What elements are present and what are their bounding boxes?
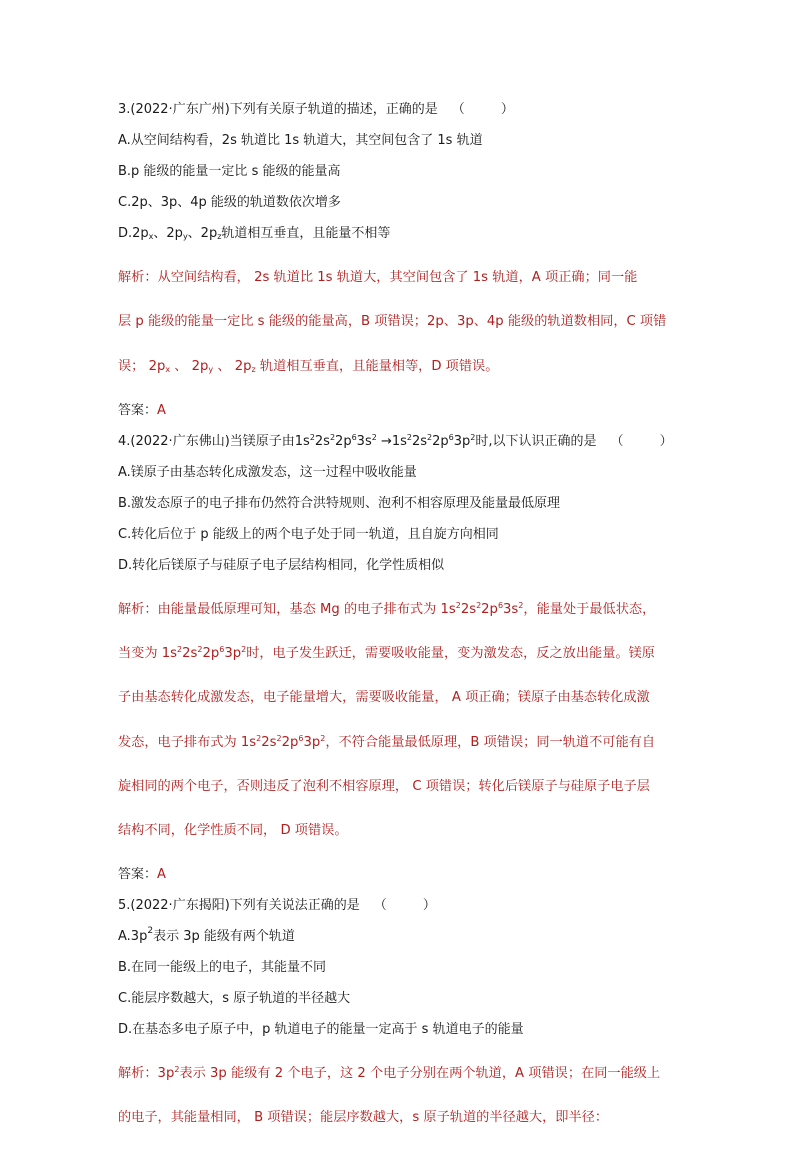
subscript-y: y	[208, 364, 214, 374]
formula-3p2	[130, 926, 154, 945]
document-page	[118, 100, 688, 1153]
superscript: 2	[320, 733, 326, 743]
orbital: 3p	[224, 646, 242, 662]
q4-explanation-line-6: 结构不同，化学性质不同， D 项错误。	[118, 822, 348, 838]
q3-answer	[118, 401, 688, 432]
superscript: 2	[309, 432, 315, 442]
q5-a-part: 表示 3p 能级有两个轨道	[153, 929, 295, 945]
superscript: 2	[455, 600, 461, 610]
q4-stem-part: 时,以下认识正确的是	[475, 433, 597, 449]
question-4-stem	[118, 432, 688, 463]
superscript: 2	[476, 600, 482, 610]
q4-explanation-line-1	[118, 600, 688, 631]
superscript: 2	[276, 733, 282, 743]
q4-exp-part: 当变为 1s	[118, 646, 178, 662]
superscript: 6	[219, 645, 225, 655]
orbital: 2p	[202, 646, 220, 662]
q4-option-d: D.转化后镁原子与硅原子电子层结构相同，化学性质相似	[118, 557, 445, 573]
q3-explanation-line-1: 解析：从空间结构看， 2s 轨道比 1s 轨道大，其空间包含了 1s 轨道，A 项正确；同一能	[118, 270, 638, 286]
answer-label: 答案：	[118, 867, 158, 883]
orbital: 2s	[261, 734, 277, 750]
orbital: 2p	[281, 734, 299, 750]
q4-answer	[118, 865, 688, 896]
q3-exp-part: 轨道相互垂直，且能量相等，D 项错误。	[255, 358, 499, 374]
q4-exp-part: ，不符合能量最低原理，B 项错误；同一轨道不可能有自	[325, 734, 656, 750]
arrow: →1s	[376, 433, 407, 449]
q3-explanation-line-3	[118, 357, 688, 388]
orbital: 2p	[481, 601, 498, 617]
answer-parentheses: （ ）	[373, 898, 452, 914]
superscript: 2	[241, 645, 247, 655]
orbital: 2p	[432, 433, 449, 449]
orbital: 2s	[411, 433, 428, 449]
q3-d-part: 轨道相互垂直，且能量不相等	[221, 226, 391, 241]
subscript-y: y	[182, 232, 188, 241]
q4-explanation-line-4	[118, 733, 688, 764]
superscript: 6	[448, 432, 454, 442]
orbital: 2s	[314, 433, 330, 449]
superscript: 2	[371, 432, 377, 442]
q5-explanation-line-2: 的电子，其能量相同， B 项错误；能层序数越大，s 原子轨道的半径越大，即半径：	[118, 1110, 609, 1126]
q5-option-d: D.在基态多电子原子中，p 轨道电子的能量一定高于 s 轨道电子的能量	[118, 1022, 524, 1038]
question-5-text: 5.(2022·广东揭阳)下列有关说法正确的是	[118, 898, 360, 914]
q5-exp-part: 解析：3p	[118, 1066, 175, 1082]
superscript: 6	[351, 432, 357, 442]
superscript: 2	[174, 1065, 180, 1075]
q4-option-b: B.激发态原子的电子排布仍然符合洪特规则、泡利不相容原理及能量最低原理	[118, 495, 561, 511]
superscript: 2	[147, 926, 154, 937]
q3-d-part: D.2p	[118, 226, 149, 241]
q4-explanation-line-3: 子由基态转化成激发态，电子能量增大，需要吸收能量， A 项正确；镁原子由基态转化成激	[118, 690, 650, 706]
answer-value: A	[157, 402, 166, 418]
q4-explanation-line-2	[118, 644, 688, 675]
q3-exp-part: 误； 2p	[118, 358, 166, 374]
q4-exp-part: 解析：由能量最低原理可知，基态 Mg 的电子排布式为 1s	[118, 601, 456, 617]
superscript: 6	[497, 600, 504, 610]
q3-d-part: 、2p	[187, 226, 218, 241]
answer-parentheses: （ ）	[451, 102, 530, 117]
q5-option-a	[118, 927, 688, 958]
orbital: 3s	[503, 601, 519, 617]
subscript-x: x	[148, 232, 154, 241]
superscript: 2	[518, 600, 524, 610]
question-5-stem	[118, 896, 688, 927]
q3-option-c: C.2p、3p、4p 能级的轨道数依次增多	[118, 195, 341, 210]
q3-option-a: A.从空间结构看，2s 轨道比 1s 轨道大，其空间包含了 1s 轨道	[118, 133, 483, 148]
q3-option-b: B.p 能级的能量一定比 s 能级的能量高	[118, 164, 341, 179]
q5-exp-part: 表示 3p 能级有 2 个电子，这 2 个电子分别在两个轨道，A 项错误；在同一能级上	[179, 1066, 661, 1082]
q3-explanation-line-2: 层 p 能级的能量一定比 s 能级的能量高，B 项错误；2p、3p、4p 能级的轨道数相同，C 项错	[118, 314, 667, 330]
q5-option-b: B.在同一能级上的电子，其能量不同	[118, 960, 327, 976]
subscript-x: x	[165, 364, 171, 374]
superscript: 6	[298, 733, 304, 743]
subscript-z: z	[217, 232, 222, 241]
q5-a-part: A.	[118, 929, 131, 945]
answer-value: A	[157, 867, 166, 883]
superscript: 2	[177, 645, 183, 655]
q4-exp-part: 时，电子发生跃迁，需要吸收能量，变为激发态，反之放出能量。镁原	[246, 646, 655, 662]
orbital: 3p	[130, 929, 148, 945]
q3-d-part: 、2p	[153, 226, 183, 241]
orbital: 3p	[303, 734, 321, 750]
question-3-text: 3.(2022·广东广州)下列有关原子轨道的描述，正确的是	[118, 102, 438, 117]
q5-explanation-line-1	[118, 1064, 688, 1095]
q4-option-c: C.转化后位于 p 能级上的两个电子处于同一轨道，且自旋方向相同	[118, 526, 499, 542]
q4-exp-part: 发态，电子排布式为 1s	[118, 734, 257, 750]
q4-stem-part: 4.(2022·广东佛山)当镁原子由1s	[118, 433, 310, 449]
question-3-stem	[118, 100, 688, 131]
superscript: 2	[427, 432, 433, 442]
superscript: 2	[470, 432, 476, 442]
answer-label: 答案：	[118, 402, 158, 418]
superscript: 2	[256, 733, 262, 743]
orbital: 2s	[460, 601, 477, 617]
superscript: 2	[197, 645, 203, 655]
orbital: 2p	[335, 433, 352, 449]
subscript-z: z	[251, 364, 256, 374]
q4-explanation-line-5: 旋相同的两个电子，否则违反了泡利不相容原理， C 项错误；转化后镁原子与硅原子电子层	[118, 778, 650, 794]
superscript: 2	[329, 432, 336, 442]
q4-exp-part: ，能量处于最低状态，	[523, 601, 656, 617]
orbital: 3p	[453, 433, 471, 449]
q4-option-a: A.镁原子由基态转化成激发态，这一过程中吸收能量	[118, 464, 417, 480]
superscript: 2	[406, 432, 412, 442]
orbital: 2s	[182, 646, 198, 662]
q3-option-d	[118, 224, 688, 255]
q3-exp-part: 、 2p	[213, 358, 252, 374]
orbital: 3s	[356, 433, 372, 449]
answer-parentheses: （ ）	[610, 433, 689, 449]
q3-exp-part: 、 2p	[170, 358, 209, 374]
q5-option-c: C.能层序数越大，s 原子轨道的半径越大	[118, 991, 351, 1007]
